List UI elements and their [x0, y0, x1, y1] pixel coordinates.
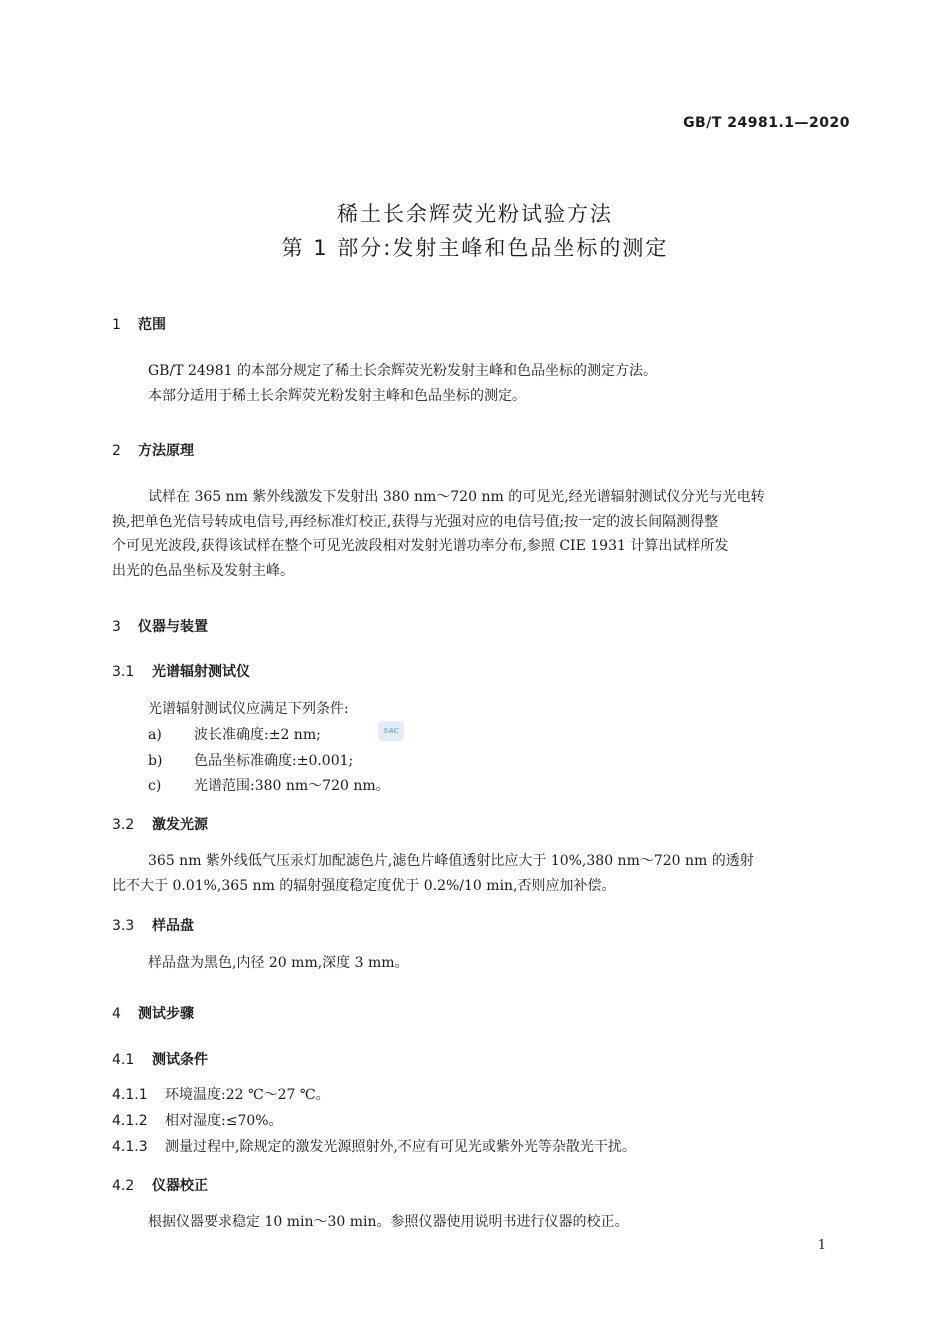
list-item — [148, 724, 321, 744]
section-title: 测试步骤 — [138, 1006, 194, 1022]
subsection-number: 3.3 — [112, 918, 135, 934]
standard-number: GB/T 24981.1—2020 — [683, 115, 850, 131]
section-title: 仪器与装置 — [138, 619, 208, 635]
section-4-heading — [112, 1003, 194, 1023]
section-2-heading — [112, 440, 194, 460]
requirements-intro: 光谱辐射测试仪应满足下列条件: — [148, 701, 349, 717]
subsection-title: 样品盘 — [152, 918, 194, 934]
list-label: a) — [148, 727, 162, 743]
paragraph-line: 比不大于 0.01%,365 nm 的辐射强度稳定度优于 0.2%/10 min,否则应加补偿。 — [112, 877, 616, 894]
clause-text: 测量过程中,除规定的激发光源照射外,不应有可见光或紫外光等杂散光干扰。 — [165, 1139, 636, 1155]
section-number: 3 — [112, 619, 121, 635]
list-label: b) — [148, 753, 163, 769]
section-3-heading — [112, 616, 208, 636]
paragraph-text: 根据仪器要求稳定 10 min～30 min。参照仪器使用说明书进行仪器的校正。 — [148, 1214, 629, 1230]
subsection-title: 激发光源 — [152, 817, 208, 833]
section-number: 4 — [112, 1006, 121, 1022]
section-title: 方法原理 — [138, 443, 194, 459]
paragraph-text: 样品盘为黑色,内径 20 mm,深度 3 mm。 — [148, 955, 409, 971]
list-text: 波长准确度:±2 nm; — [194, 727, 321, 743]
clause-text: 相对湿度:≤70%。 — [165, 1113, 283, 1129]
section-3-2-heading — [112, 814, 208, 834]
section-1-paragraph-2 — [112, 384, 850, 409]
clause-number: 4.1.3 — [112, 1139, 148, 1155]
document-title: 稀土长余辉荧光粉试验方法 — [337, 202, 613, 226]
section-3-3-heading — [112, 915, 194, 935]
sac-watermark-logo: SAC — [378, 721, 404, 741]
document-subtitle: 第 1 部分:发射主峰和色品坐标的测定 — [281, 236, 669, 260]
clause-text: 环境温度:22 ℃～27 ℃。 — [165, 1087, 330, 1103]
clause-4-1-2 — [112, 1110, 283, 1130]
clause-number: 4.1.2 — [112, 1113, 148, 1129]
list-label: c) — [148, 778, 162, 794]
section-4-2-paragraph — [112, 1210, 850, 1235]
list-item — [148, 775, 390, 795]
clause-4-1-3 — [112, 1136, 636, 1156]
subsection-title: 仪器校正 — [152, 1178, 208, 1194]
paragraph-text: 本部分适用于稀土长余辉荧光粉发射主峰和色品坐标的测定。 — [148, 388, 526, 404]
section-4-1-heading — [112, 1049, 208, 1069]
clause-4-1-1 — [112, 1084, 330, 1104]
section-2-paragraph — [112, 485, 850, 583]
paragraph-line: 出光的色品坐标及发射主峰。 — [112, 562, 294, 579]
section-4-2-heading — [112, 1175, 208, 1195]
section-3-1-heading — [112, 661, 250, 681]
paragraph-line: 个可见光波段,获得该试样在整个可见光波段相对发射光谱功率分布,参照 CIE 1931 计算出试样所发 — [112, 538, 729, 554]
list-text: 色品坐标准确度:±0.001; — [194, 753, 354, 769]
page-number: 1 — [817, 1238, 826, 1253]
subsection-title: 光谱辐射测试仪 — [152, 664, 250, 680]
section-1-paragraph-1 — [112, 359, 850, 384]
section-3-3-paragraph — [112, 951, 850, 976]
paragraph-line: 试样在 365 nm 紫外线激发下发射出 380 nm～720 nm 的可见光,经光谱辐射测试仪分光与光电转 — [148, 489, 765, 505]
section-1-heading — [112, 314, 166, 334]
paragraph-text: GB/T 24981 的本部分规定了稀土长余辉荧光粉发射主峰和色品坐标的测定方法。 — [148, 363, 657, 379]
paragraph-line: 365 nm 紫外线低气压汞灯加配滤色片,滤色片峰值透射比应大于 10%,380 nm～720 nm 的透射 — [148, 853, 754, 869]
section-3-2-paragraph — [112, 849, 850, 898]
clause-number: 4.1.1 — [112, 1087, 148, 1103]
subsection-number: 4.2 — [112, 1178, 135, 1194]
subsection-number: 3.2 — [112, 817, 135, 833]
list-item — [148, 750, 353, 770]
section-number: 2 — [112, 443, 121, 459]
subsection-number: 3.1 — [112, 664, 135, 680]
section-title: 范围 — [138, 317, 166, 333]
section-number: 1 — [112, 317, 121, 333]
subsection-title: 测试条件 — [152, 1052, 208, 1068]
list-text: 光谱范围:380 nm～720 nm。 — [194, 778, 390, 794]
subsection-number: 4.1 — [112, 1052, 135, 1068]
paragraph-line: 换,把单色光信号转成电信号,再经标准灯校正,获得与光强对应的电信号值;按一定的波长间隔测得整 — [112, 513, 719, 530]
